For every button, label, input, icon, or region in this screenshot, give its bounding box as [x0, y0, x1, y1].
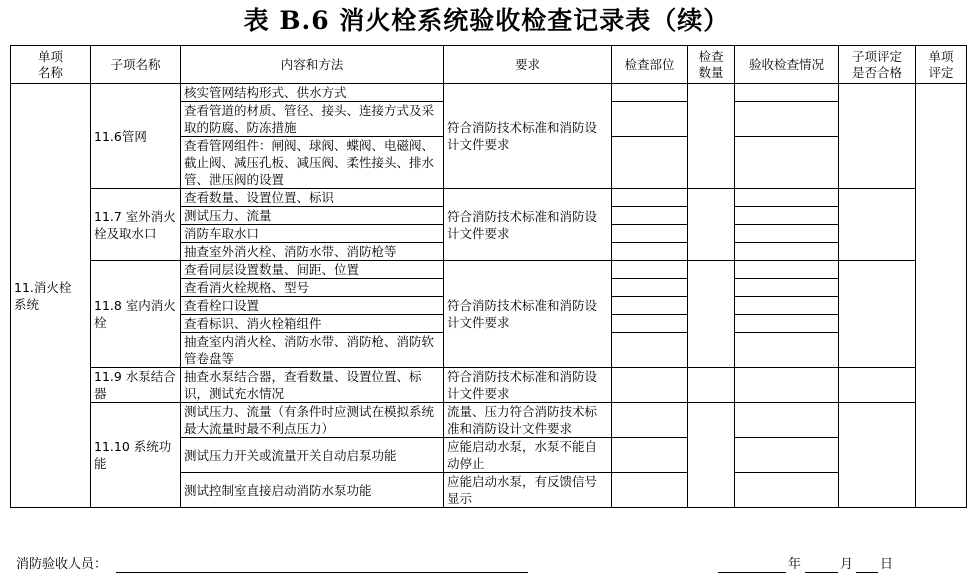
header-quantity-text: 检查 数量 [698, 48, 724, 80]
situation-cell[interactable] [735, 207, 839, 225]
quantity-cell[interactable] [688, 403, 735, 508]
content-cell: 消防车取水口 [181, 225, 444, 243]
content-cell: 查看消火栓规格、型号 [181, 279, 444, 297]
quantity-cell[interactable] [688, 261, 735, 368]
sub-name-cell: 11.10 系统功能 [91, 403, 181, 508]
location-cell[interactable] [612, 207, 688, 225]
location-cell[interactable] [612, 279, 688, 297]
day-blank[interactable] [856, 572, 878, 573]
situation-cell[interactable] [735, 333, 839, 368]
content-cell: 抽查室内消火栓、消防水带、消防枪、消防软管卷盘等 [181, 333, 444, 368]
page-title: 表 B.6 消火栓系统验收检查记录表（续） [243, 6, 730, 35]
sub-name-cell: 11.8 室内消火栓 [91, 261, 181, 368]
item-eval-cell[interactable] [916, 84, 967, 508]
inspection-table [10, 45, 967, 508]
header-row [11, 46, 967, 84]
requirement-cell: 符合消防技术标准和消防设计文件要求 [444, 261, 612, 368]
sub-eval-cell[interactable] [839, 189, 916, 261]
sub-name-cell: 11.6管网 [91, 84, 181, 189]
situation-cell[interactable] [735, 225, 839, 243]
situation-cell[interactable] [735, 243, 839, 261]
quantity-cell[interactable] [688, 368, 735, 403]
table-row [11, 403, 967, 438]
situation-cell[interactable] [735, 438, 839, 473]
header-requirement: 要求 [444, 46, 612, 84]
requirement-cell: 应能启动水泵，有反馈信号显示 [444, 473, 612, 508]
year-blank[interactable] [718, 572, 786, 573]
quantity-cell[interactable] [688, 189, 735, 261]
header-sub-name: 子项名称 [91, 46, 181, 84]
location-cell[interactable] [612, 243, 688, 261]
table-row [11, 368, 967, 403]
sub-name-cell: 11.7 室外消火栓及取水口 [91, 189, 181, 261]
situation-cell[interactable] [735, 473, 839, 508]
header-quantity [688, 46, 735, 84]
requirement-cell: 符合消防技术标准和消防设计文件要求 [444, 368, 612, 403]
header-item-name-text: 单项 名称 [37, 48, 63, 80]
content-cell: 核实管网结构形式、供水方式 [181, 84, 444, 102]
content-cell: 查看管网组件：闸阀、球阀、蝶阀、电磁阀、截止阀、减压孔板、减压阀、柔性接头、排水管、泄压阀的设置 [181, 137, 444, 189]
inspector-label: 消防验收人员： [16, 557, 108, 572]
sub-eval-cell[interactable] [839, 403, 916, 508]
location-cell[interactable] [612, 473, 688, 508]
content-cell: 抽查水泵结合器，查看数量、设置位置、标识，测试充水情况 [181, 368, 444, 403]
situation-cell[interactable] [735, 261, 839, 279]
content-cell: 查看数量、设置位置、标识 [181, 189, 444, 207]
situation-cell[interactable] [735, 189, 839, 207]
item-name-cell [11, 84, 91, 508]
day-label: 日 [880, 557, 894, 572]
table-row [11, 84, 967, 102]
location-cell[interactable] [612, 102, 688, 137]
situation-cell[interactable] [735, 102, 839, 137]
location-cell[interactable] [612, 403, 688, 438]
content-cell: 查看管道的材质、管径、接头、连接方式及采取的防腐、防冻措施 [181, 102, 444, 137]
month-label: 月 [840, 557, 854, 572]
situation-cell[interactable] [735, 297, 839, 315]
content-cell: 查看同层设置数量、间距、位置 [181, 261, 444, 279]
table-row [11, 261, 967, 279]
location-cell[interactable] [612, 137, 688, 189]
location-cell[interactable] [612, 297, 688, 315]
requirement-cell: 应能启动水泵，水泵不能自动停止 [444, 438, 612, 473]
content-cell: 查看栓口设置 [181, 297, 444, 315]
header-location: 检查部位 [612, 46, 688, 84]
sub-eval-cell[interactable] [839, 261, 916, 368]
situation-cell[interactable] [735, 403, 839, 438]
location-cell[interactable] [612, 438, 688, 473]
location-cell[interactable] [612, 84, 688, 102]
header-item-eval-text: 单项 评定 [928, 48, 954, 80]
situation-cell[interactable] [735, 84, 839, 102]
situation-cell[interactable] [735, 137, 839, 189]
header-sub-eval [839, 46, 916, 84]
situation-cell[interactable] [735, 279, 839, 297]
sub-eval-cell[interactable] [839, 84, 916, 189]
situation-cell[interactable] [735, 368, 839, 403]
content-cell: 测试压力开关或流量开关自动启泵功能 [181, 438, 444, 473]
table-row [11, 189, 967, 207]
location-cell[interactable] [612, 261, 688, 279]
content-cell: 测试压力、流量（有条件时应测试在模拟系统最大流量时最不利点压力） [181, 403, 444, 438]
month-blank[interactable] [805, 572, 838, 573]
header-situation: 验收检查情况 [735, 46, 839, 84]
location-cell[interactable] [612, 315, 688, 333]
location-cell[interactable] [612, 368, 688, 403]
header-item-eval [916, 46, 967, 84]
inspector-signature-line[interactable] [116, 572, 528, 573]
item-name-text: 11.消火栓 系统 [14, 279, 72, 312]
quantity-cell[interactable] [688, 84, 735, 189]
header-content: 内容和方法 [181, 46, 444, 84]
location-cell[interactable] [612, 333, 688, 368]
sub-eval-cell[interactable] [839, 368, 916, 403]
header-sub-eval-text: 子项评定 是否合格 [851, 48, 902, 80]
year-label: 年 [788, 557, 802, 572]
situation-cell[interactable] [735, 315, 839, 333]
location-cell[interactable] [612, 225, 688, 243]
requirement-cell: 符合消防技术标准和消防设计文件要求 [444, 189, 612, 261]
content-cell: 测试压力、流量 [181, 207, 444, 225]
requirement-cell: 符合消防技术标准和消防设计文件要求 [444, 84, 612, 189]
sub-name-cell: 11.9 水泵结合器 [91, 368, 181, 403]
content-cell: 测试控制室直接启动消防水泵功能 [181, 473, 444, 508]
requirement-cell: 流量、压力符合消防技术标准和消防设计文件要求 [444, 403, 612, 438]
location-cell[interactable] [612, 189, 688, 207]
content-cell: 抽查室外消火栓、消防水带、消防枪等 [181, 243, 444, 261]
content-cell: 查看标识、消火栓箱组件 [181, 315, 444, 333]
header-item-name [11, 46, 91, 84]
